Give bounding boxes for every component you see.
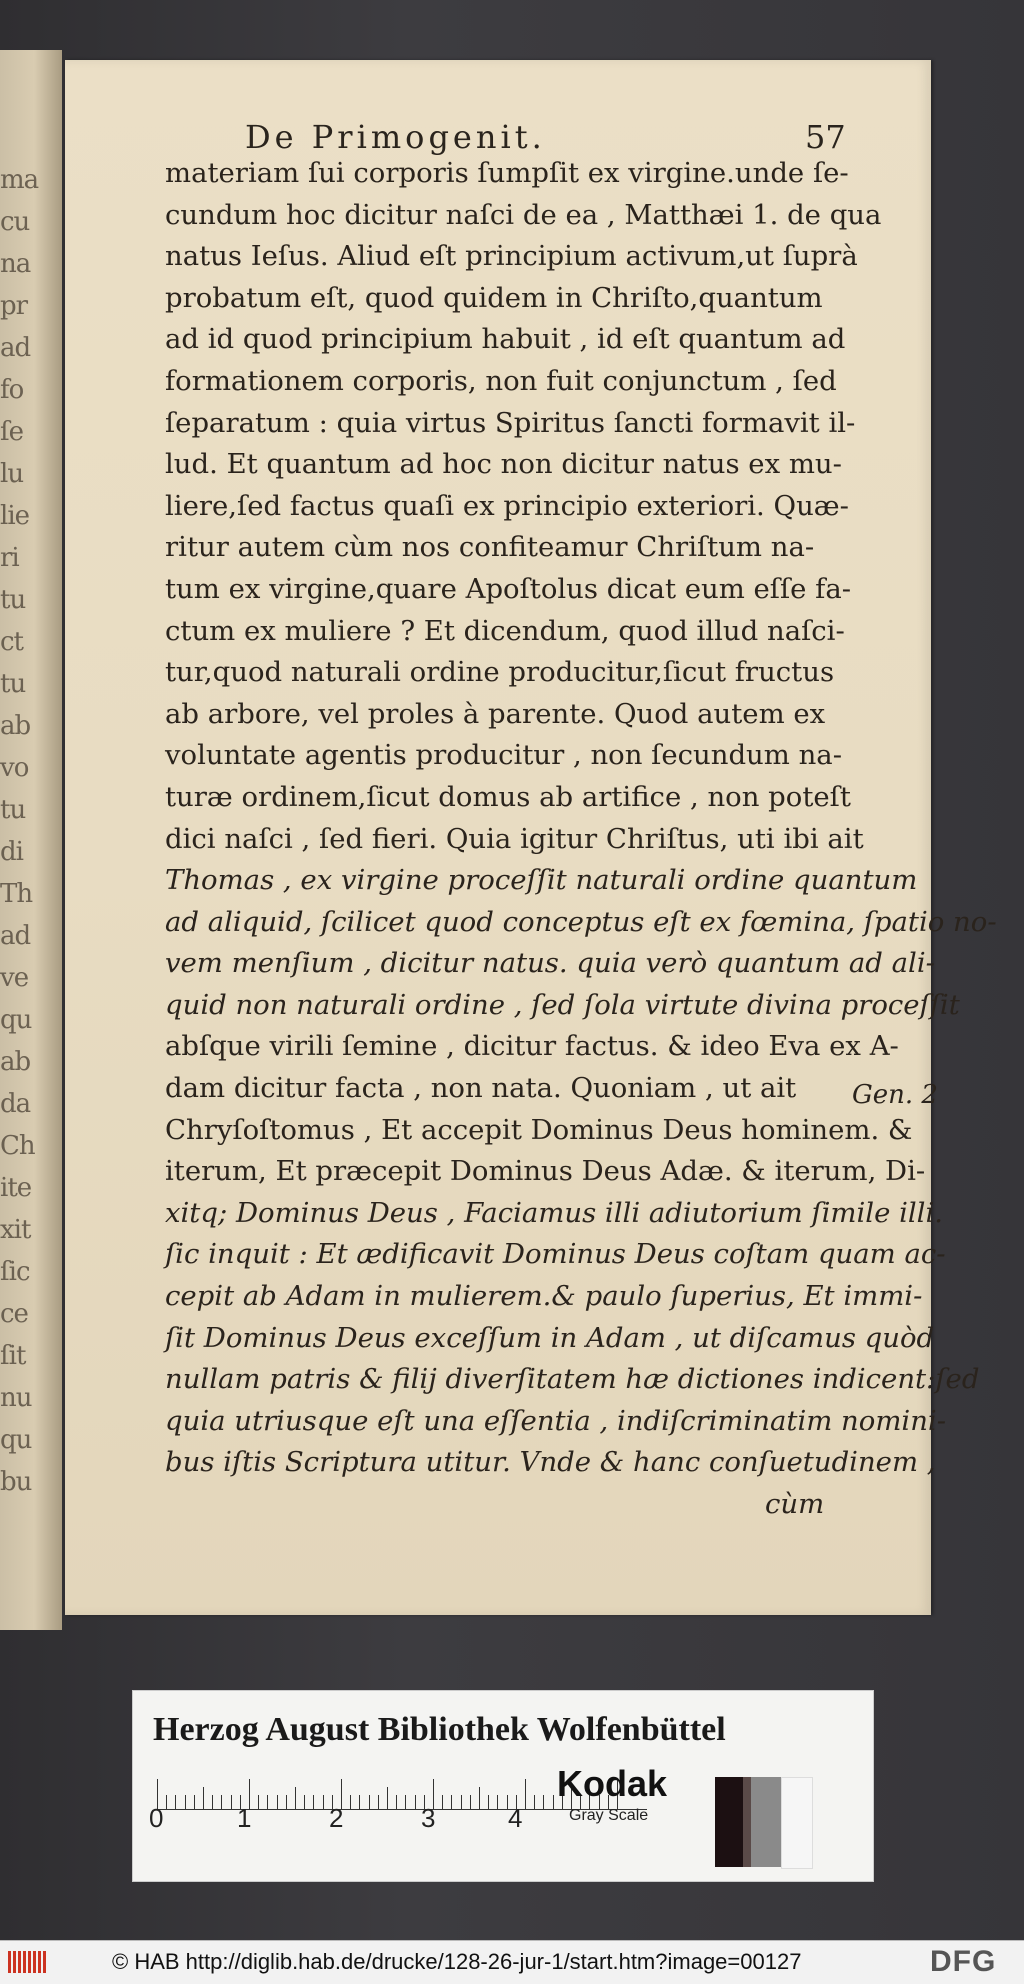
ruler-tick <box>221 1795 222 1809</box>
text-line: materiam ſui corporis ſumpſit ex virgine.unde ſe- <box>165 157 849 189</box>
ruler-tick <box>295 1787 296 1809</box>
text-line: turæ ordinem,ſicut domus ab artifice , non poteſt <box>165 780 851 813</box>
ruler-tick <box>267 1795 268 1809</box>
hab-logo-icon <box>8 1951 48 1973</box>
ruler-tick <box>231 1795 232 1809</box>
book-page <box>65 60 997 1615</box>
ruler-tick <box>369 1795 370 1809</box>
gray-patch-black <box>715 1777 743 1867</box>
previous-page-edge: ma cu na pr ad fo ſe lu lie ri tu ct tu ab vo tu di Th ad ve qu ab da Ch ite xit ſic ce ſit nu qu bu <box>0 50 62 1630</box>
ruler-tick <box>396 1795 397 1809</box>
ruler-tick <box>286 1795 287 1809</box>
ruler-tick <box>488 1795 489 1809</box>
ruler-tick <box>497 1795 498 1809</box>
ruler-label-0: 0 <box>149 1803 164 1833</box>
ruler-tick <box>175 1795 176 1809</box>
footer-bar <box>0 1940 1024 1984</box>
ruler-tick <box>313 1795 314 1809</box>
text-line: ctum ex muliere ? Et dicendum, quod illud naſci- <box>165 614 845 647</box>
gray-patch-dark <box>743 1777 751 1867</box>
text-line: tum ex virgine,quare Apoſtolus dicat eum eſſe fa- <box>165 572 852 605</box>
ruler-tick <box>461 1795 462 1809</box>
ruler-tick <box>378 1795 379 1809</box>
page-number: 57 <box>805 118 846 156</box>
text-line: ſic inquit : Et ædificavit Dominus Deus coſtam quam ac- <box>165 1238 946 1271</box>
running-header <box>245 118 845 156</box>
text-line: bus iſtis Scriptura utitur. Vnde & hanc conſuetudinem , <box>165 1446 936 1479</box>
text-line: abſque virili ſemine , dicitur factus. & ideo Eva ex A- <box>165 1030 899 1063</box>
text-line: tur,quod naturali ordine producitur,ſicut fructus <box>165 656 835 689</box>
ruler-label-4: 4 <box>508 1803 523 1833</box>
dfg-logo: DFG <box>930 1945 997 1978</box>
ruler-tick <box>479 1787 480 1809</box>
text-line: liere,ſed factus quaſi ex principio exteriori. Quæ- <box>165 489 849 522</box>
color-target-card <box>132 1690 874 1882</box>
ruler-tick <box>405 1795 406 1809</box>
ruler-tick <box>553 1795 554 1809</box>
text-line: dam dicitur facta , non nata. Quoniam , ut ait <box>165 1072 797 1105</box>
ruler-tick <box>470 1795 471 1809</box>
ruler-tick <box>525 1779 526 1809</box>
footer-url-text[interactable]: © HAB http://diglib.hab.de/drucke/128-26-jur-1/start.htm?image=00127 <box>112 1949 802 1974</box>
text-line: cundum hoc dicitur naſci de ea , Matthæi 1. de qua <box>165 198 882 231</box>
header-title: De Primogenit. <box>245 118 546 156</box>
text-line: Chryſoſtomus , Et accepit Dominus Deus hominem. & <box>165 1113 913 1146</box>
ruler-tick <box>203 1787 204 1809</box>
text-line: ab arbore, vel proles à parente. Quod autem ex <box>165 697 826 730</box>
ruler-tick <box>359 1795 360 1809</box>
ruler-tick <box>258 1795 259 1809</box>
ruler-tick <box>166 1795 167 1809</box>
gray-scale-label: Gray Scale <box>569 1807 649 1824</box>
text-line: natus Ieſus. Aliud eſt principium activum,ut ſuprà <box>165 240 858 273</box>
ruler-tick <box>387 1787 388 1809</box>
ruler-label-3: 3 <box>421 1803 436 1833</box>
text-line: quia utriusque eſt una eſſentia , indiſcriminatim nomini- <box>165 1404 946 1437</box>
ruler-tick <box>543 1795 544 1809</box>
ruler-tick <box>277 1795 278 1809</box>
ruler-tick <box>304 1795 305 1809</box>
text-line: iterum, Et præcepit Dominus Deus Adæ. & iterum, Di- <box>165 1155 926 1188</box>
text-line: ſit Dominus Deus exceſſum in Adam , ut diſcamus quòd <box>165 1321 935 1354</box>
gray-patch-white <box>781 1777 813 1869</box>
ruler-label-1: 1 <box>237 1803 252 1833</box>
text-line: ritur autem cùm nos confiteamur Chriſtum na- <box>165 531 815 564</box>
catchword: cùm <box>765 1488 825 1520</box>
text-line: voluntate agentis producitur , non ſecundum na- <box>165 739 842 772</box>
ruler-tick <box>534 1795 535 1809</box>
kodak-logo: Kodak <box>557 1763 668 1804</box>
text-line: cepit ab Adam in mulierem.& paulo ſuperius, Et immi- <box>165 1280 923 1313</box>
ruler-tick <box>323 1795 324 1809</box>
ruler-tick <box>194 1795 195 1809</box>
ruler-tick <box>415 1795 416 1809</box>
ruler-tick <box>212 1795 213 1809</box>
text-line: formationem corporis, non fuit conjunctum , ſed <box>165 364 837 397</box>
text-line: Thomas , ex virgine proceſſit naturali ordine quantum <box>165 864 918 897</box>
text-line: nullam patris & filij diverſitatem hæ dictiones indicent:ſed <box>165 1363 980 1396</box>
text-line: ad aliquid, ſcilicet quod conceptus eſt ex fœmina, ſpatio no- <box>165 905 997 938</box>
ruler-tick <box>350 1795 351 1809</box>
text-line: ſeparatum : quia virtus Spiritus ſancti formavit il- <box>165 406 856 439</box>
ruler-label-2: 2 <box>329 1803 344 1833</box>
text-line: vem menſium , dicitur natus. quia verò quantum ad ali- <box>165 947 935 980</box>
ruler-tick <box>442 1795 443 1809</box>
text-line: xitq; Dominus Deus , Faciamus illi adiutorium ſimile illi. <box>165 1196 944 1229</box>
text-line: lud. Et quantum ad hoc non dicitur natus ex mu- <box>165 448 842 481</box>
gray-patch-mid <box>751 1777 781 1867</box>
text-line: quid non naturali ordine , ſed ſola virtute divina proceſſit <box>165 988 960 1021</box>
text-line: probatum eſt, quod quidem in Chriſto,quantum <box>165 281 823 314</box>
ruler-tick <box>451 1795 452 1809</box>
library-name: Herzog August Bibliothek Wolfenbüttel <box>153 1711 726 1748</box>
margin-note: Gen. 2 <box>852 1080 938 1110</box>
ruler-tick <box>185 1795 186 1809</box>
text-line: ad id quod principium habuit , id eſt quantum ad <box>165 323 846 356</box>
text-line: dici naſci , ſed fieri. Quia igitur Chriſtus, uti ibi ait <box>165 822 864 855</box>
